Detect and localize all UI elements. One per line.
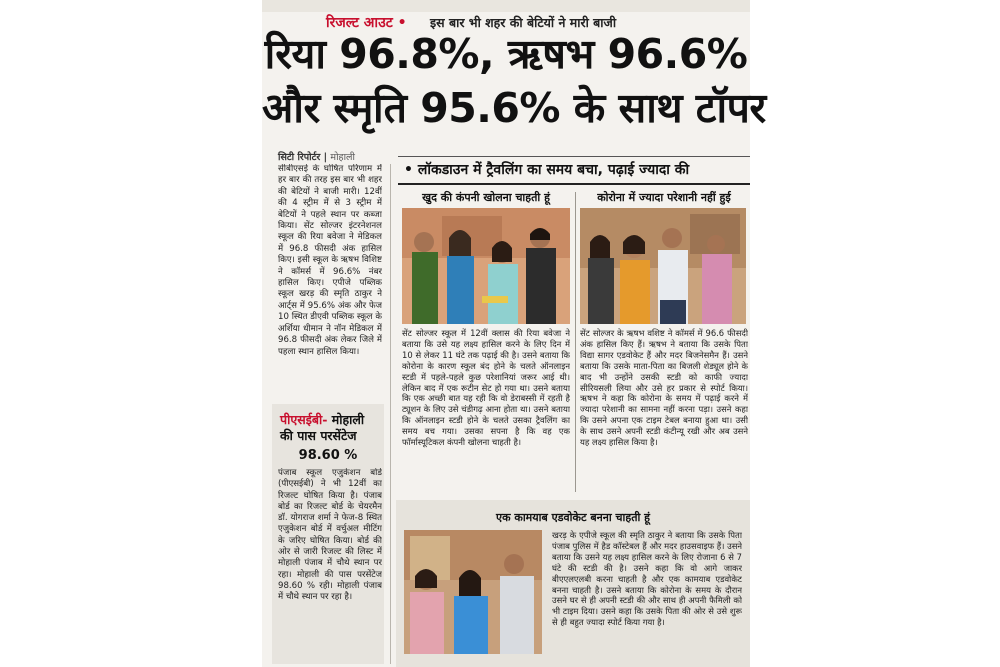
intro-text: सीबीएसई के घोषित परिणाम में हर बार की तरह इस बार भी शहर की बेटियों ने बाजी मारी। 12वीं की 4 स्ट्रीम में से 3 स्ट्रीम में बेटियों ने पहले स्थान पर कब्जा किया। सेंट सोल्जर इंटरनेशनल स्कूल की रिया बवेजा ने मेडिकल में 96.8 फीसदी अंक हासिल किए। इसी स्कूल के ऋषभ विशिष्ट ने कॉमर्स में 96.6% नंबर हासिल किए। एपीजे पब्लिक स्कूल खरड़ की स्मृति ठाकुर ने आर्ट्स में 95.6% अंक और फेज 10 स्थित डीएवी पब्लिक स्कूल के अर्शिया धीमान ने नॉन मेडिकल में 96.8 फीसदी अंक लेकर जिले में पहला स्थान हासिल किया। (278, 164, 382, 357)
intro-column (278, 164, 382, 409)
panel-title-rishabh: कोरोना में ज्यादा परेशानी नहीं हुई (597, 191, 731, 204)
panel-title-smriti: एक कामयाब एडवोकेट बनना चाहती हूं (496, 511, 650, 524)
column-divider (390, 164, 391, 664)
subhead-rule-bottom (398, 183, 750, 185)
photo-smriti-family (404, 530, 542, 654)
pseb-box (272, 404, 384, 664)
subhead-rule-top (398, 156, 750, 157)
panel-title-riya: खुद की कंपनी खोलना चाहती हूं (422, 191, 550, 204)
pseb-title-red: पीएसईबी- (280, 412, 328, 427)
subhead: • लॉकडाउन में ट्रैवलिंग का समय बचा, पढ़ाई ज्यादा की (404, 162, 690, 178)
kicker-label: रिजल्ट आउट • (326, 15, 407, 31)
byline (278, 150, 355, 163)
page-top-strip (262, 0, 750, 12)
photo-rishabh-family (580, 208, 746, 324)
pseb-text: पंजाब स्कूल एजुकेशन बोर्ड (पीएसईबी) ने भी 12वीं का रिजल्ट घोषित किया है। पंजाब बोर्ड का रिजल्ट बोर्ड के चेयरमैन डॉ. योगराज शर्मा ने फेज-8 स्थित एजुकेशन बोर्ड में वर्चुअल मीटिंग के जरिए घोषित किया। बोर्ड की ओर से जारी रिजल्ट की लिस्ट में मोहाली पंजाब में चौथे स्थान पर रहा। मोहाली की पास परसेंटेज 98.60 % रही। मोहाली पंजाब में चौथे स्थान पर रहा है। (278, 468, 382, 603)
panel-text-smriti: खरड़ के एपीजे स्कूल की स्मृति ठाकुर ने बताया कि उसके पिता पंजाब पुलिस में हैड कॉस्टेबल हैं और मदर हाउसवाइफ हैं। उसने बताया कि उसने यह लक्ष्य हासिल करने के लिए रोजाना 6 से 7 घंटे की स्टडी की है। उसने कहा कि वो आगे जाकर बीएएलएलबी करना चाहती है और एक कामयाब एडवोकेट बनना चाहती है। उसने बताया कि कोरोना के समय के दौरान उसने घर से ही अपनी स्टडी की और साथ ही अपनी फैमिली को भी टाइम दिया। उसने कहा कि उसके पिता की ओर से उसे शुरू से ही बहुत ज्यादा स्पोर्ट किया गया है। (552, 530, 742, 628)
byline-place: मोहाली (330, 152, 355, 163)
newspaper-page (262, 0, 766, 667)
pseb-title (280, 412, 380, 444)
panel-divider (575, 192, 576, 492)
story-panel-smriti (396, 500, 750, 667)
pseb-title-rest: मोहाली की पास परसेंटेज (280, 412, 365, 443)
panel-text-rishabh: सेंट सोल्जर के ऋषभ वशिष्ट ने कॉमर्स में 96.6 फीसदी अंक हासिल किए हैं। ऋषभ ने बताया कि उसके पिता विद्या सागर एडवोकेट हैं और मदर बिजनेसमैन हैं। उसने बताया कि उसके माता-पिता का बिजली शेड्यूल होने के बाद भी उन्होंने उसकी स्टडी को काफी ज्यादा सीरियसली लिया और उसे हर प्रकार से स्पोर्ट किया। ऋषभ ने कहा कि कोरोना के समय में पढ़ाई करने में ज्यादा परेशानी का सामना नहीं करना पड़ा। उसने कहा कि उसने अपना एक टाइम टेबल बनाया हुआ था। उसी के साथ उसने अपनी स्टडी कंटीन्यू रखी और अब उसने यह लक्ष्य हासिल किया है। (580, 328, 748, 448)
photo-riya-family (402, 208, 570, 324)
headline-line-2: और स्मृति 95.6% के साथ टॉपर (262, 84, 766, 132)
story-panel-rishabh (578, 190, 750, 495)
panel-text-riya: सेंट सोल्जर स्कूल में 12वीं क्लास की रिया बवेजा ने बताया कि उसे यह लक्ष्य हासिल करने के लिए दिन में 10 से लेकर 11 घंटे तक पढ़ाई की है। उसने बताया कि कोरोना के कारण स्कूल बंद होने के चलते ऑनलाइन स्टडी में पहले-पहले कुछ परेशानियां जरूर आई थी। लेकिन बाद में एक रूटीन सेट हो गया था। उसने बताया कि एक अच्छी बात यह रही कि वो डेराबस्सी में रहती है ट्यूशन के लिए उसे चंडीगढ़ आना होता था। उसने बताया कि ऑनलाइन स्टडी होने के चलते उसका ट्रैवलिंग का समय बच गया। उसका सपना है कि वह एक फॉर्मास्यूटिकल कंपनी खोलना चाहती है। (402, 328, 570, 448)
byline-author: सिटी रिपोर्टर | (278, 152, 328, 163)
kicker-line: इस बार भी शहर की बेटियों ने मारी बाजी (430, 15, 617, 30)
headline-line-1: रिया 96.8%, ऋषभ 96.6% (264, 30, 748, 78)
story-panel-riya (400, 190, 572, 495)
pseb-percent: 98.60 % (298, 448, 358, 463)
